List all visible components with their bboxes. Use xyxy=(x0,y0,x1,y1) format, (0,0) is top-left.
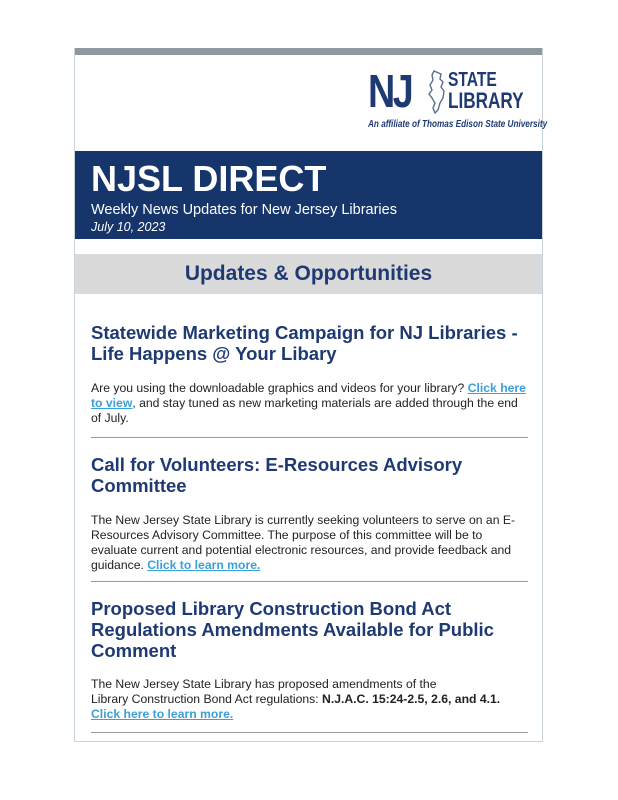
article-title: Call for Volunteers: E-Resources Advisory Committee xyxy=(91,454,463,496)
divider xyxy=(91,581,528,582)
article-body: The New Jersey State Library is currently seeking volunteers to serve on an E-Resources Advisory Committee. The purpose of this committee will be to evaluate current and potential electronic resources, and provide feedback and guidance. Click to learn more. xyxy=(91,513,516,572)
logo-affiliate-text: An affiliate of Thomas Edison State University xyxy=(368,118,548,130)
section-title: Updates & Opportunities xyxy=(184,262,433,285)
article-call-for-volunteers xyxy=(91,454,528,573)
logo-nj-text: NJ xyxy=(368,65,412,117)
divider xyxy=(91,732,528,733)
click-here-to-learn-more-link[interactable]: Click here to learn more. xyxy=(91,707,234,721)
click-here-to-view-link[interactable]: Click here to view xyxy=(91,381,526,410)
article-body: The New Jersey State Library has proposed amendments of the Library Construction Bond Act regulations: N.J.A.C. 15:24-2.5, 2.6, and 4.1. Click here to learn more. xyxy=(91,677,501,721)
section-header xyxy=(75,254,542,294)
newsletter-frame xyxy=(74,48,548,742)
article-title: Proposed Library Construction Bond Act Regulations Amendments Available for Public Comment xyxy=(91,598,494,661)
article-construction-bond-act xyxy=(91,598,528,722)
newsletter-date: July 10, 2023 xyxy=(91,220,166,234)
nj-state-library-logo[interactable] xyxy=(368,65,548,132)
article-title: Statewide Marketing Campaign for NJ Libraries - Life Happens @ Your Libary xyxy=(91,322,518,364)
article-marketing-campaign xyxy=(91,322,528,426)
header-banner xyxy=(75,151,542,239)
logo-state-library-text: STATE LIBRARY xyxy=(448,69,524,113)
divider xyxy=(91,437,528,438)
new-jersey-state-icon xyxy=(426,70,446,114)
article-body: Are you using the downloadable graphics and videos for your library? Click here to view, and stay tuned as new marketing materials are added through the end of July. xyxy=(91,381,526,425)
click-to-learn-more-link[interactable]: Click to learn more. xyxy=(147,558,261,572)
top-accent-bar xyxy=(75,48,542,55)
newsletter-title: NJSL DIRECT xyxy=(91,158,327,199)
newsletter-subtitle: Weekly News Updates for New Jersey Libraries xyxy=(91,202,397,218)
logo-area xyxy=(75,55,548,151)
